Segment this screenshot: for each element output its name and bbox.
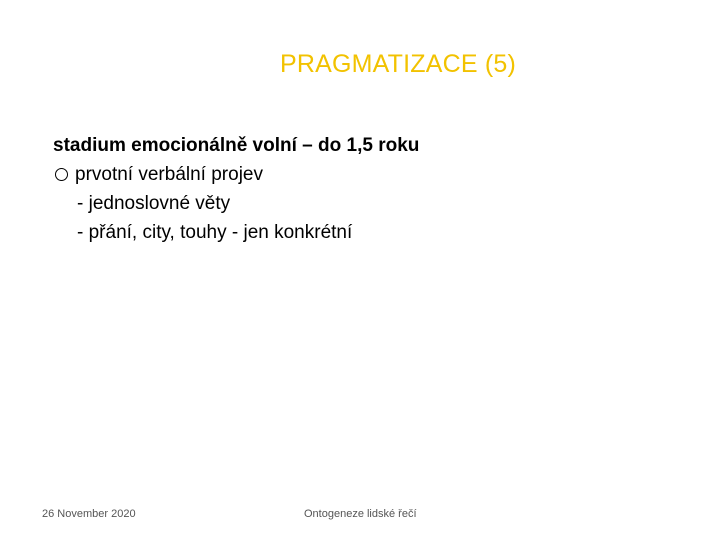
footer-date: 26 November 2020 xyxy=(42,508,136,520)
slide-content xyxy=(53,131,419,247)
circle-bullet-icon xyxy=(55,168,68,181)
bullet-item xyxy=(53,160,419,189)
sub-item-wishes: - přání, city, touhy - jen konkrétní xyxy=(77,222,353,243)
slide-title: PRAGMATIZACE (5) xyxy=(279,50,517,78)
sub-item-one-word-sentences: - jednoslovné věty xyxy=(77,193,231,214)
footer-title: Ontogeneze lidské řečí xyxy=(304,508,417,520)
bullet-text: prvotní verbální projev xyxy=(75,164,263,185)
content-heading: stadium emocionálně volní – do 1,5 roku xyxy=(53,135,420,156)
